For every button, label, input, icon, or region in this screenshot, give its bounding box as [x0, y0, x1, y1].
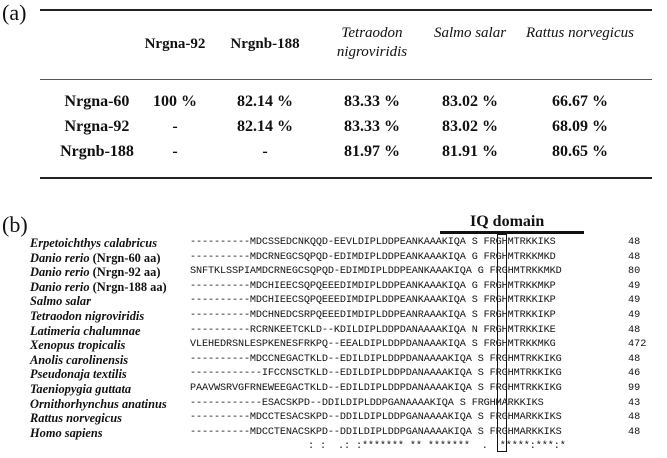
column-header: Tetraodon nigroviridis: [336, 25, 408, 60]
species-name: Anolis carolinensis: [30, 352, 129, 367]
table-cell: 100 %: [153, 93, 197, 110]
residue-count: 48: [628, 251, 641, 263]
species-label: [30, 353, 128, 368]
residue-count: 48: [628, 426, 641, 438]
table-cell: -: [172, 118, 178, 135]
residue-count: 43: [628, 397, 641, 409]
table-cell: 83.02 %: [442, 93, 498, 110]
species-name: Ornithorhynchus anatinus: [30, 396, 167, 411]
table-bottom-rule: [40, 177, 652, 179]
sequence-row: ----------RCRNKEETCKLD--KDILDIPLDDPDANAAAAKIQA N FRGHMTRKKIKE: [190, 324, 556, 336]
species-label: [30, 280, 167, 295]
isoform-label: (Nrgn-92 aa): [89, 265, 161, 280]
species-name: Xenopus tropicalis: [30, 338, 126, 353]
species-label: [30, 236, 157, 251]
table-cell: 82.14 %: [237, 93, 293, 110]
species-label: [30, 309, 144, 324]
sequence-row: ----------MDCCTESACSKPD--DDILDIPLDDPGANAAAAKIQA S FRGHMARKKIKS: [190, 412, 562, 424]
sequence-row: ----------MDCHNEDCSRPQEEEDIMDIPLDDPEANRAAAKIQA S FRGHMTRKKIKP: [190, 310, 556, 321]
species-name: Erpetoichthys calabricus: [30, 236, 158, 250]
species-label: [30, 251, 160, 266]
species-name: Danio rerio: [30, 279, 90, 294]
species-label: [30, 338, 125, 353]
residue-count: 472: [628, 339, 647, 351]
table-top-rule: [40, 9, 652, 11]
species-name: Salmo salar: [30, 294, 91, 309]
table-cell: 66.67 %: [552, 93, 608, 110]
table-cell: -: [172, 143, 178, 160]
residue-count: 49: [628, 295, 641, 307]
residue-count: 80: [628, 266, 641, 278]
species-name: Homo sapiens: [30, 425, 103, 440]
species-label: [30, 265, 160, 280]
panel-b-label: (b): [2, 212, 28, 237]
column-header: Nrgna-92: [144, 36, 206, 52]
panel-a-label: (a): [2, 0, 27, 25]
residue-count: 49: [628, 280, 641, 292]
species-label: [30, 382, 131, 397]
consensus-row: : : .: :******* ** ******* . *****:***:*: [308, 441, 566, 453]
iq-domain-title: IQ domain: [470, 213, 545, 230]
species-name: Danio rerio: [30, 250, 90, 265]
sequence-row: ------------ESACSKPD--DDILDIPLDDPGANAAAAKIQA S FRGHMARKKIKS: [190, 397, 544, 409]
table-cell: 68.09 %: [552, 118, 608, 135]
sequence-row: ----------MDCCNEGACTKLD--EDILDIPLDDPDANAAAAKIQA S FRGHMTRKKIKG: [190, 353, 562, 365]
species-label: [30, 397, 167, 412]
row-label: Nrgna-60: [64, 93, 130, 110]
sequence-row: ----------MDCRNEGCSQPQD-EDIMDIPLDDPEANKAAAKIQA G FRGHMTRKKMKD: [190, 251, 556, 263]
species-name: Tetraodon nigroviridis: [30, 309, 145, 323]
row-label: Nrgnb-188: [60, 143, 134, 160]
isoform-label: (Nrgn-60 aa): [89, 250, 161, 265]
sequence-row: SNFTKLSSPIAMDCRNEGCSQPQD-EDIMDIPLDDPEANKAAAKIQA G FRGHMTRKKMKD: [190, 266, 562, 278]
table-cell: -: [262, 143, 268, 160]
table-header-rule: [40, 79, 652, 80]
sequence-row: ----------MDCHIEECSQPQEEEDIMDIPLDDPEANKAAAKIQA S FRGHMTRKKIKP: [190, 295, 556, 307]
residue-count: 49: [628, 310, 641, 321]
species-label: [30, 367, 127, 382]
sequence-row: ----------MDCCTENACSKPD--DDILDIPLDDPGANAAAAKIQA S FRGHMARKKIKS: [190, 426, 562, 438]
table-cell: 83.33 %: [344, 118, 400, 135]
table-cell: 83.02 %: [442, 118, 498, 135]
sequence-row: ------------IFCCNSCTKLD--EDILDIPLDDPDANAAAAKIQA S FRGHMTRKKIKG: [190, 368, 562, 380]
species-label: [30, 411, 122, 426]
table-cell: 81.97 %: [344, 143, 400, 160]
residue-count: 48: [628, 353, 641, 365]
species-name: Latimeria chalumnae: [30, 323, 141, 338]
table-cell: 83.33 %: [344, 93, 400, 110]
residue-count: 99: [628, 383, 641, 394]
residue-count: 46: [628, 368, 641, 380]
column-header: Rattus norvegicus: [526, 25, 634, 41]
row-label: Nrgna-92: [64, 118, 130, 135]
sequence-row: PAAVWSRVGFRNEWEEGACTKLD--EDILDIPLDDPDANAAAAKIQA S FRGHMTRKKIKG: [190, 383, 562, 394]
table-cell: 80.65 %: [552, 143, 608, 160]
table-cell: 82.14 %: [237, 118, 293, 135]
table-cell: 81.91 %: [442, 143, 498, 160]
residue-count: 48: [628, 324, 641, 336]
species-label: [30, 324, 141, 339]
residue-count: 48: [628, 237, 641, 248]
residue-count: 48: [628, 412, 641, 424]
column-header: Nrgnb-188: [230, 36, 300, 52]
species-name: Pseudonaja textilis: [30, 367, 127, 382]
iq-domain-bar: [440, 231, 584, 234]
sequence-row: VLEHEDRSNLESPKENESFRKPQ--EEALDIPLDDPDANAAAKIQA S FRGHMTRKKMKG: [190, 339, 556, 351]
species-label: [30, 426, 103, 441]
sequence-row: ----------MDCSSEDCNKQQD-EEVLDIPLDDPEANKAAAKIQA S FRGHMTRKKIKS: [190, 237, 556, 248]
sequence-row: ----------MDCHIEECSQPQEEEDIMDIPLDDPEANKAAAKIQA G FRGHMTRKKMKP: [190, 280, 556, 292]
species-label: [30, 294, 91, 309]
species-name: Taeniopygia guttata: [30, 382, 132, 396]
isoform-label: (Nrgn-188 aa): [89, 279, 167, 294]
species-name: Rattus norvegicus: [30, 411, 122, 426]
column-header: Salmo salar: [433, 25, 507, 41]
species-name: Danio rerio: [30, 265, 90, 280]
